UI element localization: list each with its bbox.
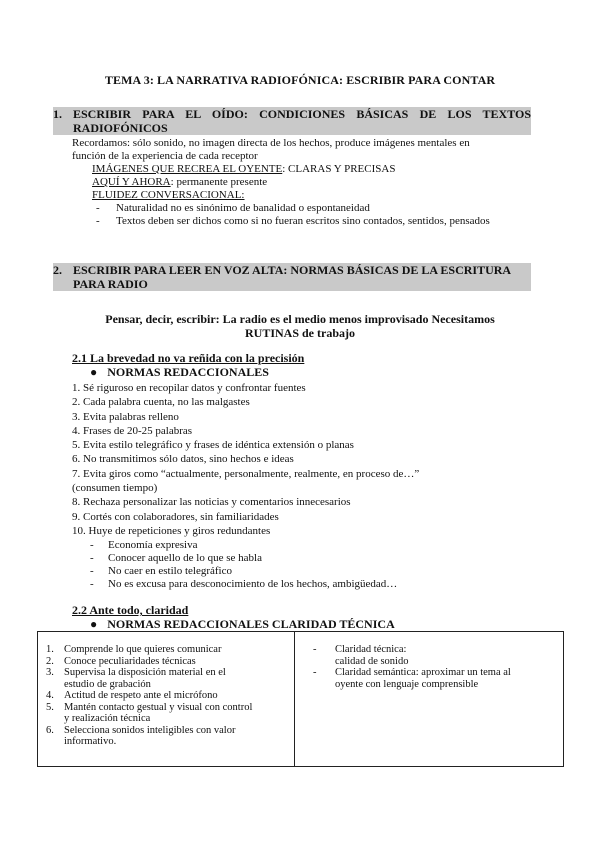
fluidez-bullet-1: - Naturalidad no es sinónimo de banalidad o espontaneidad bbox=[96, 202, 370, 214]
subsection-2-1-bullet: ● NORMAS REDACCIONALES bbox=[90, 365, 269, 379]
fluidez-bullet-1-text: Naturalidad no es sinónimo de banalidad o espontaneidad bbox=[116, 202, 370, 214]
section-1-title: ESCRIBIR PARA EL OÍDO: CONDICIONES BÁSICAS DE LOS TEXTOS RADIOFÓNICOS bbox=[73, 107, 531, 135]
list-item: 7. Evita giros como “actualmente, personalmente, realmente, en proceso de…” bbox=[72, 467, 420, 480]
recordamos-line-1: Recordamos: sólo sonido, no imagen directa de los hechos, produce imágenes mentales en bbox=[72, 137, 470, 149]
normas-list bbox=[72, 381, 542, 538]
list-item: 9. Cortés con colaboradores, sin familiaridades bbox=[72, 510, 279, 523]
sub-bullet: - No es excusa para desconocimiento de los hechos, ambigüedad… bbox=[90, 578, 398, 590]
subsection-2-2-heading: 2.2 Ante todo, claridad bbox=[72, 603, 189, 617]
left-item: 5. Mantén contacto gestual y visual con control y realización técnica bbox=[46, 701, 253, 724]
imagenes-label: IMÁGENES QUE RECREA EL OYENTE bbox=[92, 163, 283, 175]
sub-bullet: - No caer en estilo telegráfico bbox=[90, 565, 232, 577]
list-item: 1. Sé riguroso en recopilar datos y confrontar fuentes bbox=[72, 382, 306, 394]
column-divider bbox=[294, 632, 295, 766]
sub-bullets bbox=[90, 539, 530, 591]
section-2-statement bbox=[60, 312, 540, 340]
subsection-2-2-bullet: ● NORMAS REDACCIONALES CLARIDAD TÉCNICA bbox=[90, 617, 395, 631]
recordamos-line-2: función de la experiencia de cada receptor bbox=[72, 150, 258, 162]
section-2-title: ESCRIBIR PARA LEER EN VOZ ALTA: NORMAS BÁSICAS DE LA ESCRITURA PARA RADIO bbox=[73, 263, 511, 291]
list-item: 4. Frases de 20-25 palabras bbox=[72, 424, 193, 437]
list-item: 5. Evita estilo telegráfico y frases de idéntica extensión o planas bbox=[72, 439, 354, 452]
fluidez-bullet-2-text: Textos deben ser dichos como si no fueran escritos sino contados, sentidos, pensados bbox=[116, 215, 490, 227]
section-2-heading bbox=[53, 263, 531, 291]
aqui-value: : permanente presente bbox=[170, 176, 268, 188]
left-item: 6. Selecciona sonidos inteligibles con valor informativo. bbox=[46, 724, 236, 747]
statement-line-1: Pensar, decir, escribir: La radio es el medio menos improvisado Necesitamos bbox=[105, 312, 495, 326]
page-title: TEMA 3: LA NARRATIVA RADIOFÓNICA: ESCRIBIR PARA CONTAR bbox=[104, 73, 496, 87]
list-item: (consumen tiempo) bbox=[72, 482, 158, 495]
fluidez-bullet-2: - Textos deben ser dichos como si no fueran escritos sino contados, sentidos, pensados bbox=[96, 215, 490, 227]
left-item: 3. Supervisa la disposición material en el estudio de grabación bbox=[46, 667, 226, 690]
list-item: 3. Evita palabras relleno bbox=[72, 410, 179, 423]
section-1-number: 1. bbox=[53, 107, 62, 121]
left-column bbox=[46, 644, 286, 748]
subsection-2-2-bullet-text: NORMAS REDACCIONALES CLARIDAD TÉCNICA bbox=[107, 617, 395, 631]
left-item: 2. Conoce peculiaridades técnicas bbox=[46, 655, 196, 667]
list-item: 10. Huye de repeticiones y giros redundantes bbox=[72, 524, 271, 537]
claridad-table bbox=[37, 631, 564, 767]
right-column bbox=[313, 644, 558, 690]
fluidez-label: FLUIDEZ CONVERSACIONAL: bbox=[92, 189, 245, 201]
list-item: 8. Rechaza personalizar las noticias y comentarios innecesarios bbox=[72, 496, 351, 509]
right-item: - Claridad semántica: aproximar un tema al oyente con lenguaje comprensible bbox=[313, 667, 511, 690]
list-item: 6. No transmitimos sólo datos, sino hechos e ideas bbox=[72, 453, 294, 466]
list-item: 2. Cada palabra cuenta, no las malgastes bbox=[72, 396, 250, 409]
subsection-2-1-bullet-text: NORMAS REDACCIONALES bbox=[107, 365, 269, 379]
right-item: - Claridad técnica: calidad de sonido bbox=[313, 644, 409, 667]
section-1-heading bbox=[53, 107, 531, 135]
imagenes-row bbox=[92, 163, 542, 176]
aqui-label: AQUÍ Y AHORA bbox=[92, 176, 171, 188]
sub-bullet: - Conocer aquello de lo que se habla bbox=[90, 552, 262, 564]
aqui-row bbox=[92, 176, 542, 189]
left-item: 4. Actitud de respeto ante el micrófono bbox=[46, 690, 218, 701]
left-item: 1. Comprende lo que quieres comunicar bbox=[46, 644, 222, 655]
imagenes-value: : CLARAS Y PRECISAS bbox=[282, 163, 396, 175]
section-1-body bbox=[72, 137, 542, 228]
fluidez-row bbox=[92, 189, 542, 202]
section-2-number: 2. bbox=[53, 263, 62, 277]
sub-bullet: - Economía expresiva bbox=[90, 539, 198, 551]
statement-line-2: RUTINAS de trabajo bbox=[244, 326, 355, 340]
subsection-2-1-heading: 2.1 La brevedad no va reñida con la precisión bbox=[72, 351, 305, 365]
